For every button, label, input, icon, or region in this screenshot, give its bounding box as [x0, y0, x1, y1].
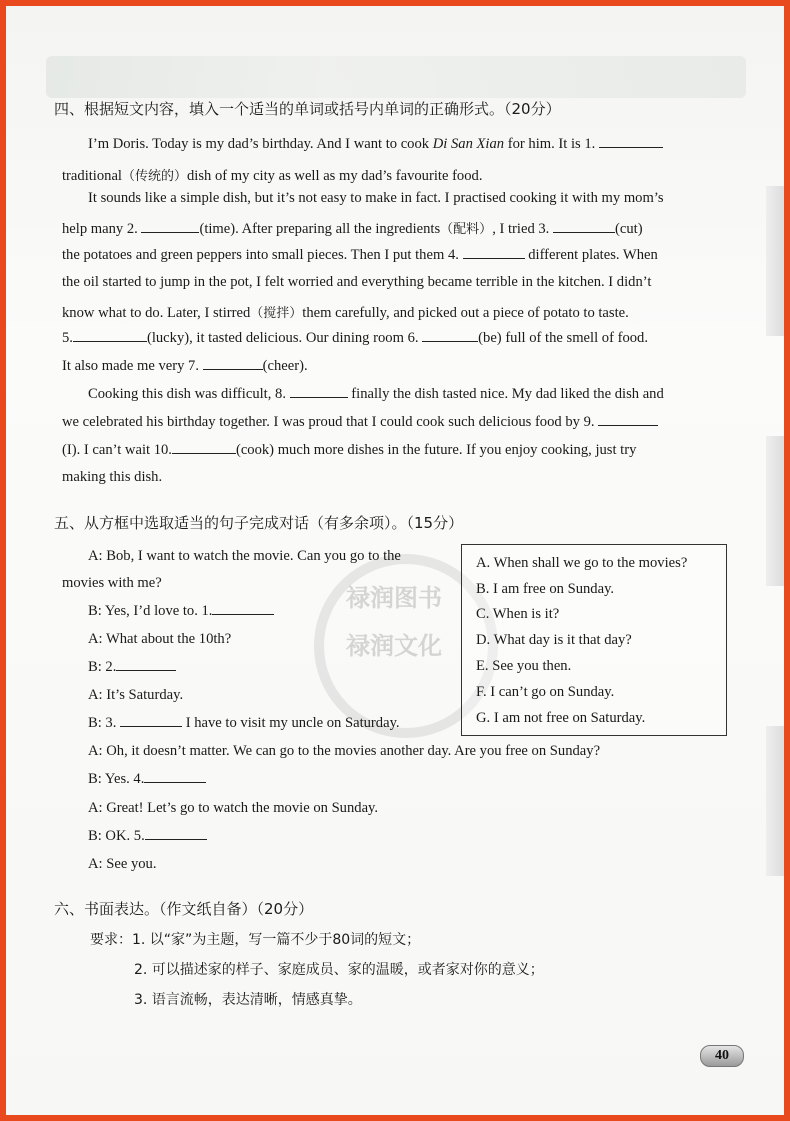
option-b: B. I am free on Sunday. [476, 581, 615, 597]
dialog-line: A: Bob, I want to watch the movie. Can you go to the [88, 548, 401, 564]
para-line: 5. (lucky), it tasted delicious. Our dining room 6. (be) full of the smell of food. [62, 330, 648, 346]
watermark-text: 禄润图书 [346, 584, 442, 612]
header-banner [46, 56, 746, 98]
answer-blank-5[interactable] [73, 340, 147, 342]
answer-blank-4[interactable] [463, 257, 525, 259]
dialog-line: A: Great! Let’s go to watch the movie on Sunday. [88, 800, 379, 816]
para-line: It also made me very 7. (cheer). [62, 358, 308, 374]
dialog-line: B: 3. I have to visit my uncle on Saturday. [88, 715, 400, 731]
para-line: making this dish. [62, 469, 163, 485]
para-line: traditional（传统的）dish of my city as well as my dad’s favourite food. [62, 168, 483, 184]
watermark-text: 禄润文化 [346, 632, 442, 660]
option-a: A. When shall we go to the movies? [476, 555, 688, 571]
requirement-2: 2. 可以描述家的样子、家庭成员、家的温暖，或者家对你的意义； [134, 962, 544, 978]
option-g: G. I am not free on Saturday. [476, 710, 646, 726]
dialog-blank-1[interactable] [212, 613, 274, 615]
option-f: F. I can’t go on Sunday. [476, 684, 615, 700]
answer-blank-9[interactable] [598, 424, 658, 426]
answer-blank-10[interactable] [172, 452, 236, 454]
requirement-1: 要求：1. 以“家”为主题，写一篇不少于80词的短文； [90, 932, 421, 948]
dialog-line: A: What about the 10th? [88, 631, 232, 647]
para-line: we celebrated his birthday together. I was proud that I could cook such delicious food by 9. [62, 414, 658, 431]
para-line: I’m Doris. Today is my dad’s birthday. And I want to cook Di San Xian for him. It is 1. [88, 136, 663, 153]
bleed-through-margin [766, 726, 784, 876]
dialog-line: B: OK. 5. [88, 828, 207, 845]
answer-blank-6[interactable] [422, 340, 478, 342]
para-line: help many 2. (time). After preparing all the ingredients（配料）, I tried 3. (cut) [62, 221, 643, 237]
para-line: the potatoes and green peppers into small pieces. Then I put them 4. different plates. When [62, 247, 658, 263]
dialog-line: movies with me? [62, 575, 162, 591]
answer-blank-2[interactable] [141, 231, 199, 233]
option-c: C. When is it? [476, 606, 560, 622]
bleed-through-margin [766, 436, 784, 586]
para-line: Cooking this dish was difficult, 8. finally the dish tasted nice. My dad liked the dish and [88, 386, 664, 402]
option-e: E. See you then. [476, 658, 572, 674]
dialog-blank-4[interactable] [144, 781, 206, 783]
dialog-blank-2[interactable] [116, 669, 176, 671]
workbook-page [6, 6, 784, 1115]
dialog-line: B: Yes. 4. [88, 771, 206, 788]
dialog-line: A: It’s Saturday. [88, 687, 184, 703]
para-line: know what to do. Later, I stirred（搅拌）them carefully, and picked out a piece of potato to taste. [62, 305, 629, 321]
options-box [461, 544, 727, 736]
dialog-blank-5[interactable] [145, 838, 207, 840]
para-line: the oil started to jump in the pot, I felt worried and everything became terrible in the kitchen. I didn’t [62, 274, 652, 290]
dialog-line: B: 2. [88, 659, 176, 676]
para-line: (I). I can’t wait 10. (cook) much more dishes in the future. If you enjoy cooking, just try [62, 442, 637, 458]
requirement-3: 3. 语言流畅，表达清晰，情感真挚。 [134, 992, 362, 1008]
answer-blank-8[interactable] [290, 396, 348, 398]
bleed-through-margin [766, 186, 784, 336]
section-6-title: 六、书面表达。（作文纸自备）（20分） [54, 900, 314, 918]
answer-blank-3[interactable] [553, 231, 615, 233]
page-number: 40 [700, 1045, 744, 1067]
option-d: D. What day is it that day? [476, 632, 632, 648]
dialog-line: A: See you. [88, 856, 157, 872]
dialog-line: B: Yes, I’d love to. 1. [88, 603, 274, 620]
answer-blank-1[interactable] [599, 146, 663, 148]
para-line: It sounds like a simple dish, but it’s not easy to make in fact. I practised cooking it with my mom’s [88, 190, 664, 206]
section-5-title: 五、从方框中选取适当的句子完成对话（有多余项）。（15分） [54, 514, 464, 532]
answer-blank-7[interactable] [203, 368, 263, 370]
section-4-title: 四、根据短文内容，填入一个适当的单词或括号内单词的正确形式。（20分） [54, 100, 561, 118]
dialog-blank-3[interactable] [120, 725, 182, 727]
dialog-line: A: Oh, it doesn’t matter. We can go to the movies another day. Are you free on Sunday? [88, 743, 601, 759]
